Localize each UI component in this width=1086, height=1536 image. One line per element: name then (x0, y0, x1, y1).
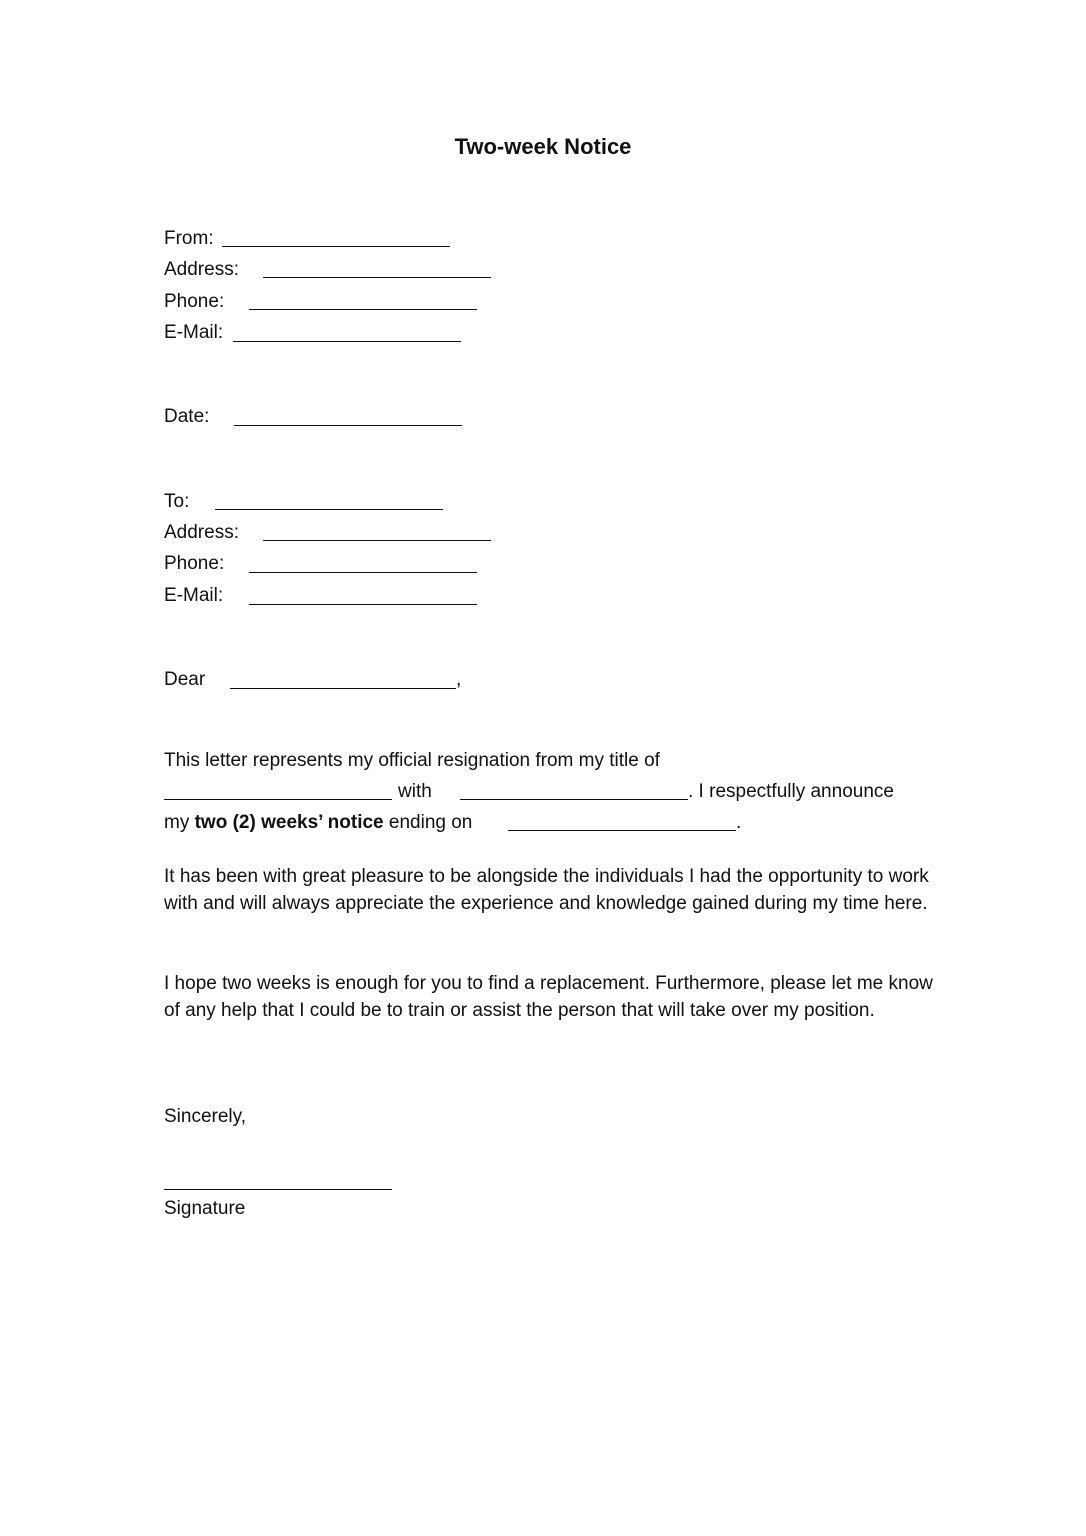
to-field[interactable] (215, 509, 443, 510)
salutation-comma: , (456, 669, 462, 690)
paragraph-2: It has been with great pleasure to be alongside the individuals I had the opportunity to work with and will always appreciate the experience and knowledge gained during my time here. (164, 866, 929, 914)
document-title: Two-week Notice (454, 134, 632, 159)
recipient-phone-field[interactable] (249, 572, 477, 573)
sender-email-field[interactable] (233, 341, 461, 342)
notice-period-bold: two (2) weeks’ notice (194, 812, 384, 833)
sender-email-label: E-Mail: (164, 322, 224, 343)
end-date-field[interactable] (508, 830, 736, 831)
to-label: To: (164, 491, 190, 512)
para1-period: . (736, 812, 742, 833)
sender-phone-field[interactable] (249, 309, 477, 310)
signature-line[interactable] (164, 1189, 392, 1190)
date-field[interactable] (234, 425, 462, 426)
para1-line1: This letter represents my official resignation from my title of (164, 750, 660, 771)
dear-label: Dear (164, 669, 206, 690)
recipient-email-label: E-Mail: (164, 585, 224, 606)
dear-name-field[interactable] (230, 688, 456, 689)
recipient-email-field[interactable] (249, 604, 477, 605)
para1-with: with (398, 781, 432, 802)
from-label: From: (164, 228, 214, 249)
sender-address-field[interactable] (263, 277, 491, 278)
from-field[interactable] (222, 246, 450, 247)
recipient-address-field[interactable] (263, 540, 491, 541)
paragraph-3: I hope two weeks is enough for you to find a replacement. Furthermore, please let me know of any help that I could be to train or assist the person that will take over my position. (164, 973, 933, 1021)
sender-phone-label: Phone: (164, 291, 225, 312)
para1-line3 (164, 812, 472, 834)
recipient-address-label: Address: (164, 522, 239, 543)
closing: Sincerely, (164, 1106, 247, 1127)
para1-announce: . I respectfully announce (688, 781, 894, 802)
para1-my: my (164, 812, 190, 833)
job-title-field[interactable] (164, 799, 392, 800)
company-field[interactable] (460, 799, 688, 800)
para1-ending: ending on (388, 812, 473, 833)
recipient-phone-label: Phone: (164, 553, 225, 574)
signature-label: Signature (164, 1198, 246, 1219)
date-label: Date: (164, 406, 210, 427)
sender-address-label: Address: (164, 259, 239, 280)
